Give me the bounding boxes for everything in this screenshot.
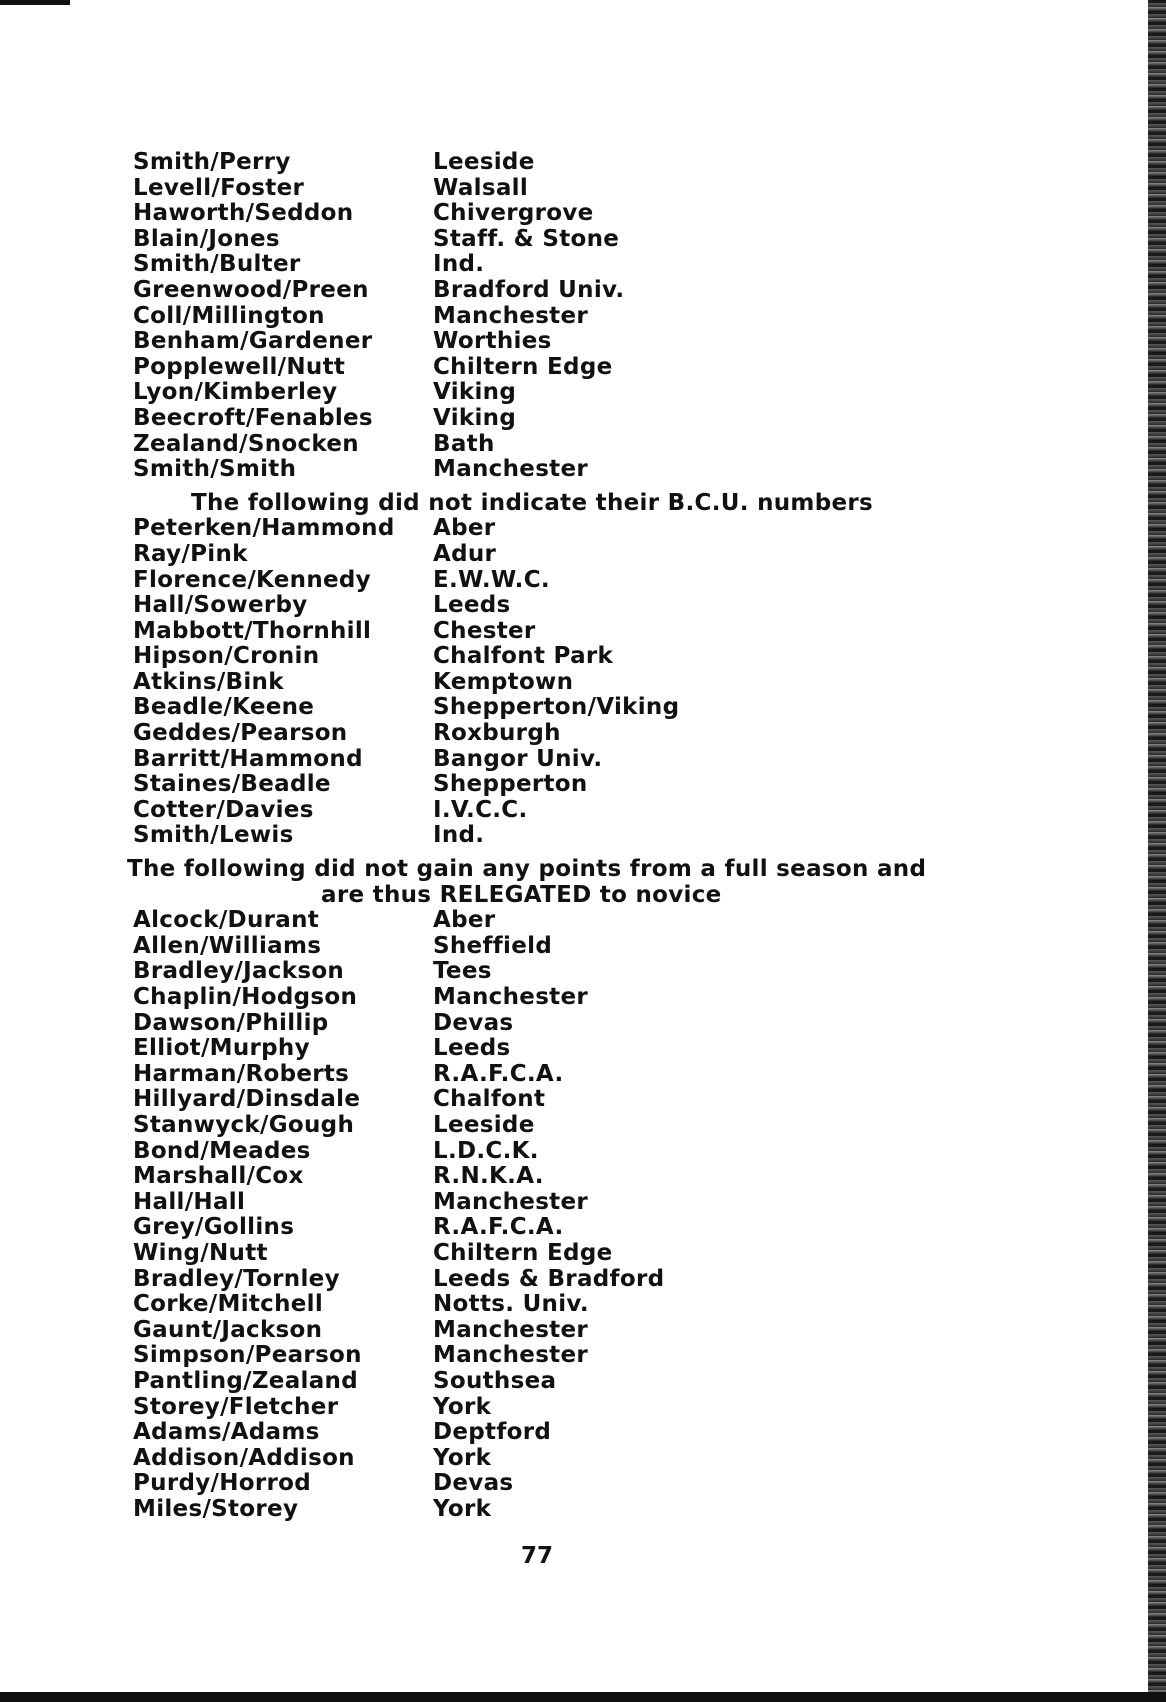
list-row <box>133 278 993 304</box>
list-row <box>133 823 993 849</box>
list-row <box>133 593 993 619</box>
list-row <box>133 432 993 458</box>
list-row <box>133 457 993 483</box>
list-row <box>133 1087 993 1113</box>
crew-pair: Zealand/Snocken <box>133 430 359 457</box>
crew-pair: Harman/Roberts <box>133 1060 350 1087</box>
crew-pair: Smith/Smith <box>133 456 297 483</box>
club-name: Chivergrove <box>433 200 594 227</box>
crew-pair: Marshall/Cox <box>133 1163 304 1190</box>
club-name: Worthies <box>433 328 552 355</box>
crew-pair: Greenwood/Preen <box>133 276 369 303</box>
section-3-rows <box>133 908 993 1522</box>
list-row <box>133 1343 993 1369</box>
club-name: Devas <box>433 1470 514 1497</box>
club-name: R.N.K.A. <box>433 1163 544 1190</box>
club-name: E.W.W.C. <box>433 566 550 593</box>
club-name: Shepperton <box>433 771 588 798</box>
list-row <box>133 934 993 960</box>
crew-pair: Smith/Perry <box>133 149 291 175</box>
section-3-heading-line2: are thus RELEGATED to novice <box>321 881 722 908</box>
list-row <box>133 1446 993 1472</box>
list-row <box>133 1471 993 1497</box>
list-row <box>133 227 993 253</box>
crew-pair: Elliot/Murphy <box>133 1035 310 1062</box>
crew-pair: Corke/Mitchell <box>133 1291 324 1318</box>
club-name: Chiltern Edge <box>433 1239 613 1266</box>
list-row <box>133 1420 993 1446</box>
list-row <box>133 542 993 568</box>
crew-pair: Popplewell/Nutt <box>133 353 346 380</box>
crew-pair: Hillyard/Dinsdale <box>133 1086 361 1113</box>
list-row <box>133 1215 993 1241</box>
list-row <box>133 1062 993 1088</box>
crew-pair: Miles/Storey <box>133 1495 299 1522</box>
crew-pair: Hall/Sowerby <box>133 592 308 619</box>
crew-pair: Chaplin/Hodgson <box>133 984 358 1010</box>
list-row <box>133 150 993 176</box>
club-name: Kemptown <box>433 668 574 695</box>
crew-pair: Staines/Beadle <box>133 771 331 798</box>
section-1-list <box>133 150 993 483</box>
club-name: Ind. <box>433 251 485 278</box>
page-number: 77 <box>520 1543 553 1569</box>
crew-pair: Grey/Gollins <box>133 1214 295 1241</box>
crew-pair: Haworth/Seddon <box>133 200 354 227</box>
list-row <box>133 516 993 542</box>
list-row <box>133 1139 993 1165</box>
crew-pair: Allen/Williams <box>133 932 322 959</box>
section-2-heading: The following did not indicate their B.C.U. numbers <box>191 489 873 516</box>
crew-pair: Alcock/Durant <box>133 907 320 934</box>
crew-pair: Storey/Fletcher <box>133 1393 339 1420</box>
club-name: R.A.F.C.A. <box>433 1060 564 1087</box>
list-row <box>133 670 993 696</box>
club-name: Shepperton/Viking <box>433 694 680 721</box>
crew-pair: Blain/Jones <box>133 225 280 252</box>
club-name: Leeds & Bradford <box>433 1265 665 1292</box>
crew-pair: Hall/Hall <box>133 1188 246 1215</box>
list-row <box>133 772 993 798</box>
crew-pair: Stanwyck/Gough <box>133 1111 355 1138</box>
club-name: Leeside <box>433 149 535 175</box>
crew-pair: Cotter/Davies <box>133 796 314 823</box>
crew-pair: Levell/Foster <box>133 174 305 201</box>
list-row <box>133 1497 993 1523</box>
list-row <box>133 1292 993 1318</box>
list-row <box>133 721 993 747</box>
club-name: Viking <box>433 379 517 406</box>
club-name: Devas <box>433 1009 514 1036</box>
club-name: Chester <box>433 617 536 644</box>
results-list <box>127 149 993 1522</box>
list-row <box>133 695 993 721</box>
crew-pair: Mabbott/Thornhill <box>133 617 372 644</box>
crew-pair: Coll/Millington <box>133 302 325 329</box>
club-name: Viking <box>433 404 517 431</box>
club-name: Bangor Univ. <box>433 745 603 772</box>
section-2-rows <box>133 516 993 849</box>
list-row <box>133 1113 993 1139</box>
crew-pair: Ray/Pink <box>133 540 248 567</box>
crew-pair: Smith/Lewis <box>133 822 294 849</box>
section-3-heading-line1: The following did not gain any points from a full season and <box>127 856 927 883</box>
list-row <box>133 747 993 773</box>
club-name: R.A.F.C.A. <box>433 1214 564 1241</box>
crew-pair: Gaunt/Jackson <box>133 1316 323 1343</box>
club-name: Chalfont Park <box>433 643 614 670</box>
club-name: L.D.C.K. <box>433 1137 539 1164</box>
crew-pair: Bond/Meades <box>133 1137 311 1164</box>
scan-right-edge-shadow <box>1148 0 1166 1702</box>
crew-pair: Wing/Nutt <box>133 1239 268 1266</box>
club-name: Manchester <box>433 1342 589 1369</box>
list-row <box>133 304 993 330</box>
club-name: Roxburgh <box>433 720 561 747</box>
club-name: Ind. <box>433 822 485 849</box>
section-1-rows <box>133 150 993 483</box>
club-name: York <box>433 1393 492 1420</box>
list-row <box>133 355 993 381</box>
club-name: Sheffield <box>433 932 553 959</box>
club-name: Tees <box>433 958 492 985</box>
club-name: Deptford <box>433 1419 552 1446</box>
club-name: Walsall <box>433 174 529 201</box>
scan-bottom-edge <box>0 1692 1166 1702</box>
club-name: Leeds <box>433 592 511 619</box>
club-name: Manchester <box>433 456 589 483</box>
crew-pair: Bradley/Tornley <box>133 1265 340 1292</box>
list-row <box>133 1164 993 1190</box>
list-row <box>133 1395 993 1421</box>
club-name: Leeds <box>433 1035 511 1062</box>
crew-pair: Barritt/Hammond <box>133 745 363 772</box>
list-row <box>133 1369 993 1395</box>
crew-pair: Lyon/Kimberley <box>133 379 338 406</box>
list-row <box>133 380 993 406</box>
crew-pair: Smith/Bulter <box>133 251 301 278</box>
club-name: I.V.C.C. <box>433 796 528 823</box>
crew-pair: Dawson/Phillip <box>133 1009 329 1036</box>
club-name: Bath <box>433 430 495 457</box>
club-name: Bradford Univ. <box>433 276 625 303</box>
club-name: Southsea <box>433 1367 557 1394</box>
list-row <box>133 908 993 934</box>
club-name: Manchester <box>433 984 589 1010</box>
list-row <box>133 798 993 824</box>
list-row <box>133 1036 993 1062</box>
crew-pair: Beadle/Keene <box>133 694 315 721</box>
list-row <box>133 959 993 985</box>
club-name: Leeside <box>433 1111 535 1138</box>
crew-pair: Bradley/Jackson <box>133 958 345 985</box>
club-name: Aber <box>433 515 496 542</box>
crew-pair: Florence/Kennedy <box>133 566 371 593</box>
crew-pair: Geddes/Pearson <box>133 720 348 747</box>
list-row <box>133 644 993 670</box>
club-name: York <box>433 1495 492 1522</box>
crew-pair: Benham/Gardener <box>133 328 373 355</box>
crew-pair: Purdy/Horrod <box>133 1470 312 1497</box>
list-row <box>133 252 993 278</box>
club-name: Manchester <box>433 302 589 329</box>
list-row <box>133 1318 993 1344</box>
club-name: Staff. & Stone <box>433 225 620 252</box>
crew-pair: Adams/Adams <box>133 1419 320 1446</box>
club-name: Adur <box>433 540 497 567</box>
list-row <box>133 619 993 645</box>
list-row <box>133 176 993 202</box>
list-row <box>133 329 993 355</box>
club-name: Manchester <box>433 1188 589 1215</box>
club-name: York <box>433 1444 492 1471</box>
list-row <box>133 1267 993 1293</box>
crew-pair: Addison/Addison <box>133 1444 355 1471</box>
list-row <box>133 201 993 227</box>
list-row <box>133 985 993 1011</box>
crew-pair: Atkins/Bink <box>133 668 284 695</box>
list-row <box>133 1241 993 1267</box>
list-row <box>133 568 993 594</box>
crew-pair: Peterken/Hammond <box>133 515 395 542</box>
scan-top-edge-mark <box>0 0 70 5</box>
list-row <box>133 406 993 432</box>
club-name: Chiltern Edge <box>433 353 613 380</box>
crew-pair: Hipson/Cronin <box>133 643 320 670</box>
club-name: Notts. Univ. <box>433 1291 589 1318</box>
club-name: Manchester <box>433 1316 589 1343</box>
list-row <box>133 1190 993 1216</box>
crew-pair: Pantling/Zealand <box>133 1367 358 1394</box>
crew-pair: Beecroft/Fenables <box>133 404 373 431</box>
club-name: Chalfont <box>433 1086 546 1113</box>
list-row <box>133 1011 993 1037</box>
club-name: Aber <box>433 907 496 934</box>
crew-pair: Simpson/Pearson <box>133 1342 362 1369</box>
